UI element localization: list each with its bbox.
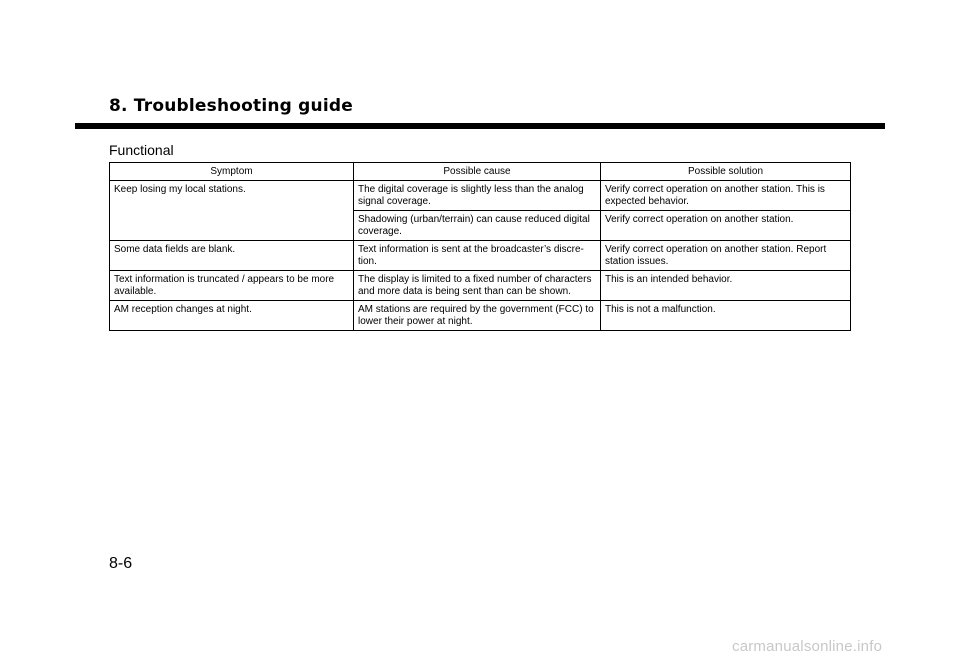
symptom-cell: Keep losing my local stations. [110, 181, 354, 241]
table-row [110, 271, 851, 301]
subsection-title: Functional [109, 142, 174, 158]
header-symptom: Symptom [110, 163, 354, 181]
table-row [110, 301, 851, 331]
symptom-cell: AM reception changes at night. [110, 301, 354, 331]
symptom-cell: Text information is truncated / appears to be more available. [110, 271, 354, 301]
solution-cell: This is an intended behavior. [601, 271, 851, 301]
title-rule [75, 123, 885, 129]
table-row [110, 181, 851, 211]
page-number: 8-6 [109, 555, 133, 572]
symptom-cell: Some data fields are blank. [110, 241, 354, 271]
cause-cell: Text information is sent at the broadcaster’s discre-tion. [354, 241, 601, 271]
troubleshooting-table [109, 162, 851, 331]
header-possible-solution: Possible solution [601, 163, 851, 181]
solution-cell: This is not a malfunction. [601, 301, 851, 331]
solution-cell: Verify correct operation on another station. Report station issues. [601, 241, 851, 271]
cause-cell: Shadowing (urban/terrain) can cause reduced digital coverage. [354, 211, 601, 241]
solution-cell: Verify correct operation on another station. This is expected behavior. [601, 181, 851, 211]
watermark-link[interactable]: carmanualsonline.info [732, 638, 883, 655]
header-possible-cause: Possible cause [354, 163, 601, 181]
cause-cell: The display is limited to a fixed number of characters and more data is being sent than can be shown. [354, 271, 601, 301]
solution-cell: Verify correct operation on another station. [601, 211, 851, 241]
cause-cell: The digital coverage is slightly less than the analog signal coverage. [354, 181, 601, 211]
section-title: 8. Troubleshooting guide [109, 96, 353, 116]
table-header-row [110, 163, 851, 181]
cause-cell: AM stations are required by the government (FCC) to lower their power at night. [354, 301, 601, 331]
table-row [110, 241, 851, 271]
